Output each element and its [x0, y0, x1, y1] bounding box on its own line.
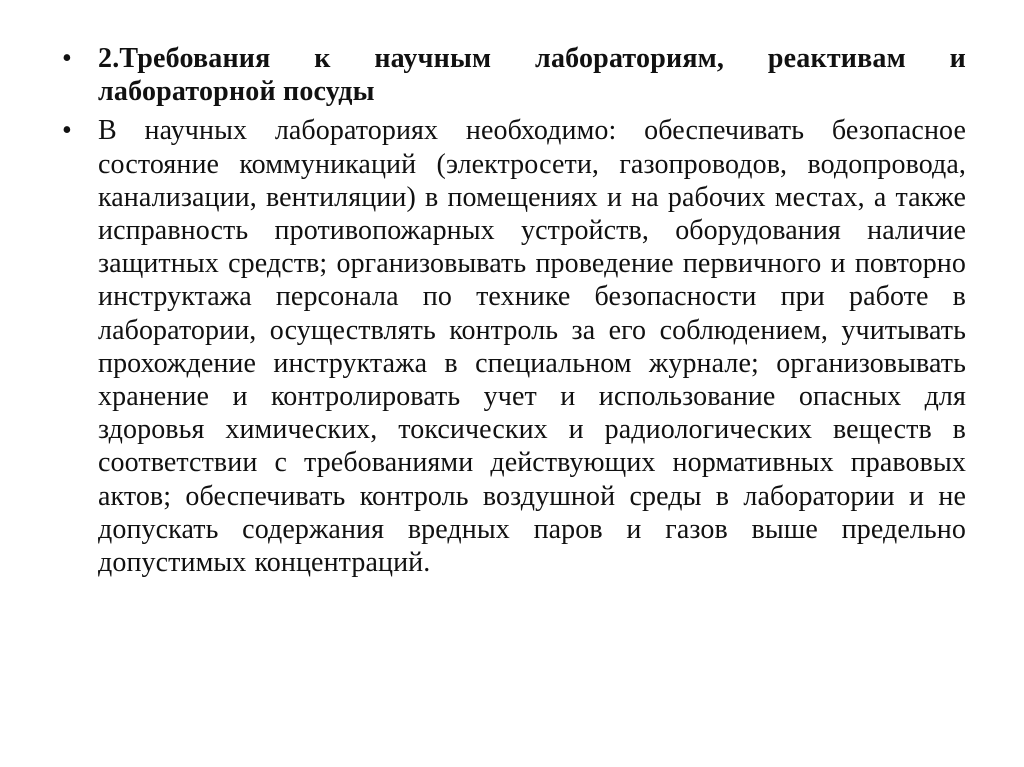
slide-body-text: В научных лабораториях необходимо: обеспечивать безопасное состояние коммуникаций (электросети, газопроводов, водопровода, канализации, вентиляции) в помещениях и на рабочих местах, а также исправность противопожарных устройств, оборудования наличие защитных средств; организовывать проведение первичного и повторно инструктажа персонала по технике безопасности при работе в лаборатории, осуществлять контроль за его соблюдением, учитывать прохождение инструктажа в специальном журнале; организовывать хранение и контролировать учет и использование опасных для здоровья химических, токсических и радиологических веществ в соответствии с требованиями действующих нормативных правовых актов; обеспечивать контроль воздушной среды в лаборатории и не допускать содержания вредных паров и газов выше предельно допустимых концентраций.: [98, 115, 966, 579]
bullet-item-body: [62, 114, 966, 579]
bullet-list: [62, 42, 966, 579]
bullet-item-heading: [62, 42, 966, 108]
bullet-marker-icon: •: [62, 115, 72, 147]
slide-heading: 2.Требования к научным лабораториям, реактивам и лабораторной посуды: [98, 43, 966, 108]
bullet-marker-icon: •: [62, 43, 72, 74]
